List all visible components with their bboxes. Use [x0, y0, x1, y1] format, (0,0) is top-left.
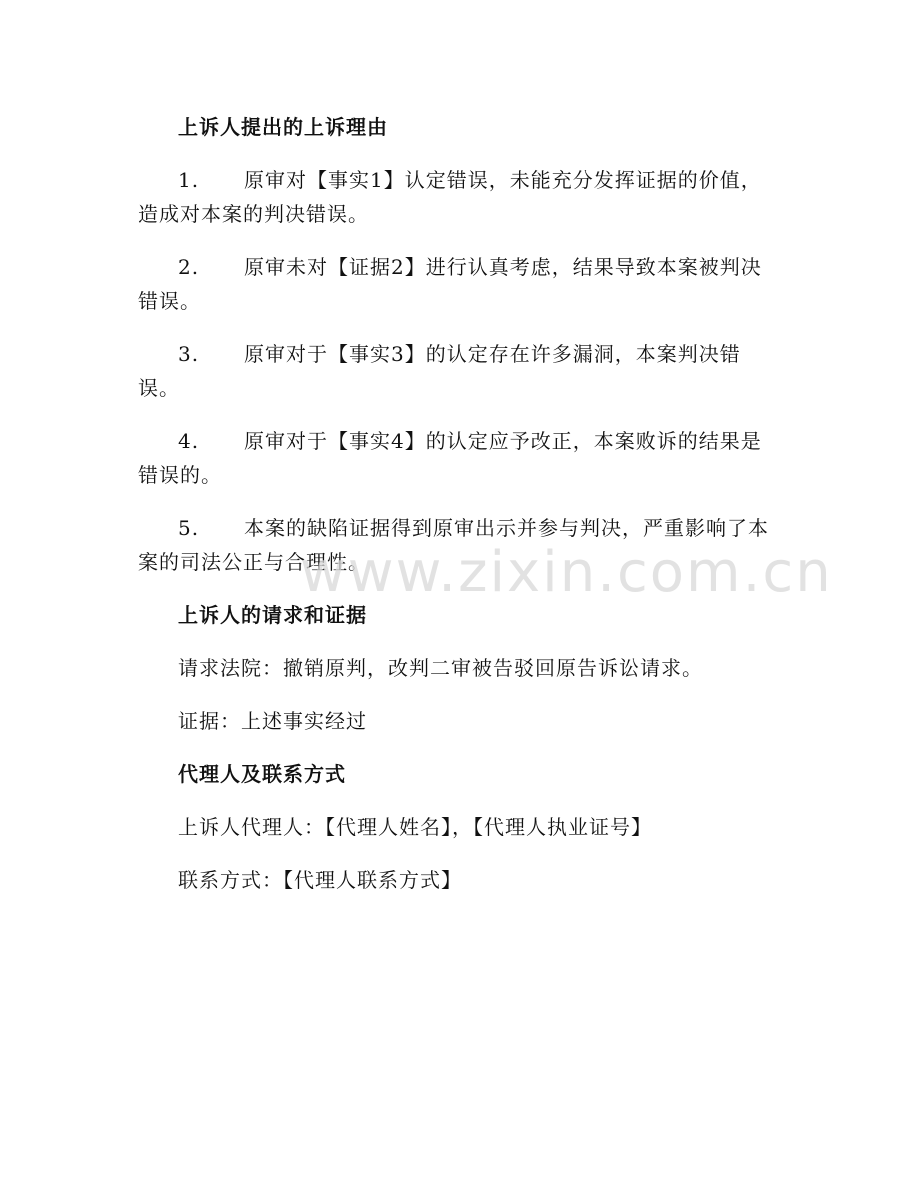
- reason-text: 本案的缺陷证据得到原审出示并参与判决，严重影响了本案的司法公正与合理性。: [138, 516, 769, 574]
- document-body: [138, 110, 780, 916]
- reason-item-1: [138, 163, 780, 231]
- reason-number: 1.: [178, 168, 200, 192]
- reason-item-2: [138, 250, 780, 318]
- section-heading-agent: 代理人及联系方式: [178, 762, 346, 786]
- reason-number: 4.: [178, 429, 200, 453]
- reason-number: 5.: [178, 516, 200, 540]
- reason-text: 原审对【事实1】认定错误，未能充分发挥证据的价值，造成对本案的判决错误。: [138, 168, 762, 226]
- reason-number: 3.: [178, 342, 200, 366]
- section-heading-reasons: 上诉人提出的上诉理由: [178, 115, 388, 139]
- reason-text: 原审对于【事实3】的认定存在许多漏洞，本案判决错误。: [138, 342, 741, 400]
- reason-text: 原审未对【证据2】进行认真考虑，结果导致本案被判决错误。: [138, 255, 762, 313]
- request-paragraph: 请求法院：撤销原判，改判二审被告驳回原告诉讼请求。: [178, 656, 703, 680]
- reason-number: 2.: [178, 255, 200, 279]
- section-heading-requests: 上诉人的请求和证据: [178, 603, 367, 627]
- evidence-paragraph: 证据：上述事实经过: [178, 709, 367, 733]
- contact-paragraph: 联系方式：【代理人联系方式】: [178, 868, 462, 892]
- watermark-text: www.zixin.com.cn: [300, 540, 833, 605]
- reason-text: 原审对于【事实4】的认定应予改正，本案败诉的结果是错误的。: [138, 429, 762, 487]
- agent-paragraph: 上诉人代理人：【代理人姓名】，【代理人执业证号】: [178, 815, 652, 839]
- reason-item-5: [138, 511, 780, 579]
- reason-item-4: [138, 424, 780, 492]
- reason-item-3: [138, 337, 780, 405]
